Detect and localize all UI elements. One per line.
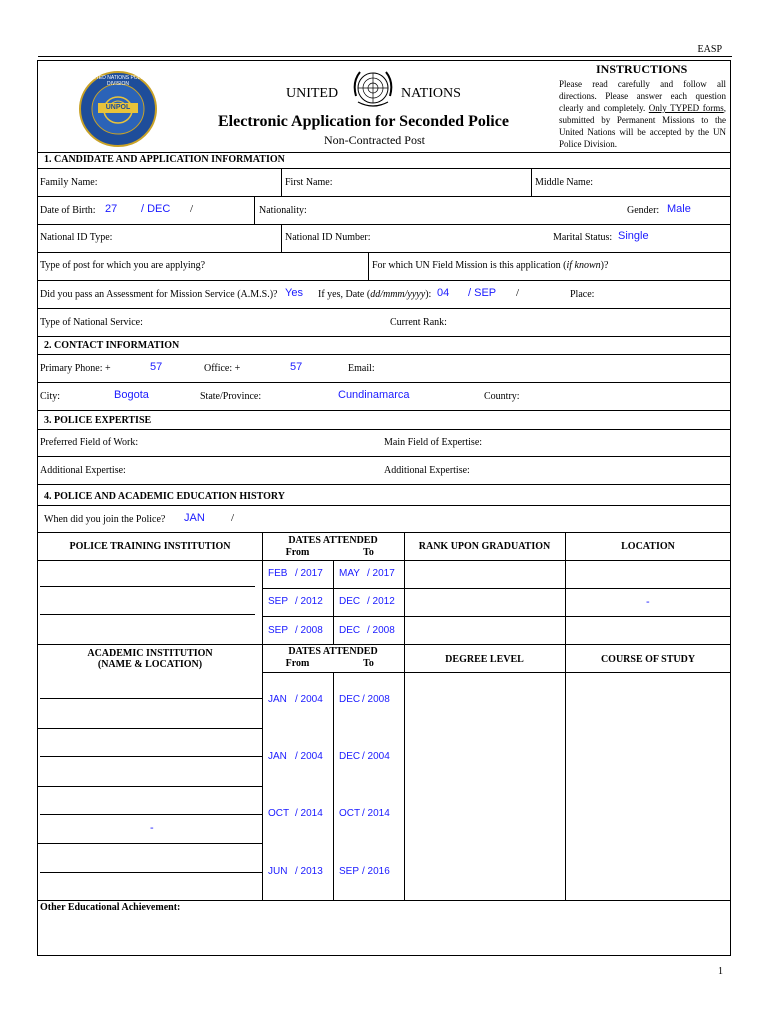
- police-to-year[interactable]: / 2017: [367, 568, 395, 579]
- city-value[interactable]: Bogota: [114, 389, 149, 401]
- police-from-year[interactable]: / 2012: [295, 596, 323, 607]
- ams-separator: /: [516, 287, 520, 299]
- academic-from-month[interactable]: JUN: [268, 866, 288, 877]
- academic-from-month[interactable]: JAN: [268, 751, 287, 762]
- instructions-part2: , submitted by Permanent Missions to the United Nations will be accepted by the UN Police Division.: [559, 103, 726, 149]
- marital-value[interactable]: Single: [618, 230, 649, 242]
- academic-institution-header: ACADEMIC INSTITUTION: [87, 648, 213, 659]
- dob-day[interactable]: 27: [105, 203, 118, 215]
- ams-label: Did you pass an Assessment for Mission Service (A.M.S.)?: [40, 289, 278, 300]
- police-to-year[interactable]: / 2008: [367, 625, 395, 636]
- main-field-label: Main Field of Expertise:: [384, 437, 483, 448]
- police-from-year[interactable]: / 2008: [295, 625, 323, 636]
- academic-from-month[interactable]: JAN: [268, 694, 287, 705]
- dob-separator: /: [190, 203, 194, 215]
- marital-label: Marital Status:: [553, 232, 613, 243]
- police-location[interactable]: -: [646, 596, 650, 608]
- academic-to-month[interactable]: OCT: [339, 808, 361, 819]
- state-label: State/Province:: [200, 391, 262, 402]
- academic-to-year[interactable]: / 2008: [362, 694, 390, 705]
- state-value[interactable]: Cundinamarca: [338, 389, 410, 401]
- academic-institution[interactable]: -: [150, 822, 154, 834]
- mission-label: For which UN Field Mission is this application (if known)?: [372, 260, 609, 271]
- ams-date-label: If yes, Date (dd/mmm/yyyy):: [318, 289, 432, 300]
- national-id-number-label: National ID Number:: [285, 232, 371, 243]
- section-2-title: 2. CONTACT INFORMATION: [44, 340, 180, 351]
- united-word: UNITED: [286, 86, 339, 101]
- office-label: Office: +: [204, 363, 241, 374]
- academic-from-year[interactable]: / 2004: [295, 694, 323, 705]
- form-subtitle: Non-Contracted Post: [324, 133, 425, 147]
- page-number: 1: [718, 966, 723, 977]
- joined-separator: /: [231, 512, 235, 524]
- primary-phone-label: Primary Phone: +: [40, 363, 111, 374]
- form-title: Electronic Application for Seconded Police: [218, 113, 509, 130]
- primary-phone-value[interactable]: 57: [150, 361, 163, 373]
- dob-month[interactable]: / DEC: [141, 203, 171, 215]
- academic-from-header: From: [285, 658, 310, 669]
- dob-label: Date of Birth:: [40, 205, 96, 216]
- academic-from-year[interactable]: / 2013: [295, 866, 323, 877]
- academic-to-month[interactable]: DEC: [339, 694, 361, 705]
- academic-to-month[interactable]: DEC: [339, 751, 361, 762]
- police-rank-header: RANK UPON GRADUATION: [418, 541, 551, 552]
- academic-institution-sub-header: (NAME & LOCATION): [97, 659, 203, 670]
- police-from-header: From: [285, 547, 310, 558]
- academic-to-month[interactable]: SEP: [339, 866, 360, 877]
- instructions-part1: Please read carefully and follow all directions. Please answer each question clearly and completely.: [559, 79, 726, 113]
- national-id-type-label: National ID Type:: [40, 232, 113, 243]
- top-rule: [38, 56, 732, 57]
- academic-from-year[interactable]: / 2004: [295, 751, 323, 762]
- un-emblem-icon: [348, 66, 398, 112]
- gender-value[interactable]: Male: [667, 203, 691, 215]
- academic-to-year[interactable]: / 2014: [362, 808, 390, 819]
- instructions-title: INSTRUCTIONS: [596, 62, 688, 76]
- joined-label: When did you join the Police?: [44, 514, 166, 525]
- instructions-underlined: Only TYPED forms: [648, 103, 724, 113]
- form-frame: [37, 60, 731, 956]
- academic-to-year[interactable]: / 2016: [362, 866, 390, 877]
- course-header: COURSE OF STUDY: [600, 654, 696, 665]
- ams-month[interactable]: / SEP: [468, 287, 497, 299]
- police-from-year[interactable]: / 2017: [295, 568, 323, 579]
- post-type-label: Type of post for which you are applying?: [40, 260, 206, 271]
- office-value[interactable]: 57: [290, 361, 303, 373]
- rank-label: Current Rank:: [390, 317, 447, 328]
- academic-from-year[interactable]: / 2014: [295, 808, 323, 819]
- police-to-header: To: [363, 547, 374, 558]
- academic-to-header: To: [363, 658, 374, 669]
- ams-day[interactable]: 04: [437, 287, 450, 299]
- section-1-title: 1. CANDIDATE AND APPLICATION INFORMATION: [44, 154, 285, 165]
- first-name-label: First Name:: [285, 177, 333, 188]
- other-achievement-field[interactable]: [40, 914, 728, 954]
- police-to-year[interactable]: / 2012: [367, 596, 395, 607]
- gender-label: Gender:: [627, 205, 660, 216]
- police-from-month[interactable]: FEB: [268, 568, 288, 579]
- middle-name-label: Middle Name:: [535, 177, 594, 188]
- joined-value[interactable]: JAN: [184, 512, 205, 524]
- academic-to-year[interactable]: / 2004: [362, 751, 390, 762]
- ams-value[interactable]: Yes: [285, 287, 303, 299]
- police-dates-header: DATES ATTENDED: [288, 535, 378, 546]
- unpol-logo: [78, 70, 158, 148]
- family-name-label: Family Name:: [40, 177, 98, 188]
- form-code: EASP: [697, 44, 722, 55]
- police-to-month[interactable]: MAY: [339, 568, 360, 579]
- police-location-header: LOCATION: [621, 541, 675, 552]
- country-label: Country:: [484, 391, 520, 402]
- additional-expertise-1-label: Additional Expertise:: [40, 465, 126, 476]
- academic-from-month[interactable]: OCT: [268, 808, 290, 819]
- section-3-title: 3. POLICE EXPERTISE: [44, 415, 152, 426]
- section-4-title: 4. POLICE AND ACADEMIC EDUCATION HISTORY: [44, 491, 285, 502]
- academic-dates-header: DATES ATTENDED: [288, 646, 378, 657]
- service-type-label: Type of National Service:: [40, 317, 143, 328]
- city-label: City:: [40, 391, 61, 402]
- email-label: Email:: [348, 363, 375, 374]
- preferred-field-label: Preferred Field of Work:: [40, 437, 139, 448]
- police-institution-header: POLICE TRAINING INSTITUTION: [69, 541, 231, 552]
- logo-ring-text: UNITED NATIONS POLICE DIVISION: [87, 75, 149, 87]
- additional-expertise-2-label: Additional Expertise:: [384, 465, 470, 476]
- nationality-label: Nationality:: [259, 205, 307, 216]
- instructions-text: [559, 78, 726, 150]
- police-to-month[interactable]: DEC: [339, 625, 361, 636]
- police-from-month[interactable]: SEP: [268, 625, 289, 636]
- police-from-month[interactable]: SEP: [268, 596, 289, 607]
- nations-word: NATIONS: [401, 86, 461, 101]
- logo-banner: UNPOL: [105, 104, 131, 111]
- degree-header: DEGREE LEVEL: [445, 654, 524, 665]
- police-to-month[interactable]: DEC: [339, 596, 361, 607]
- place-label: Place:: [570, 289, 595, 300]
- other-achievement-label: Other Educational Achievement:: [40, 902, 181, 913]
